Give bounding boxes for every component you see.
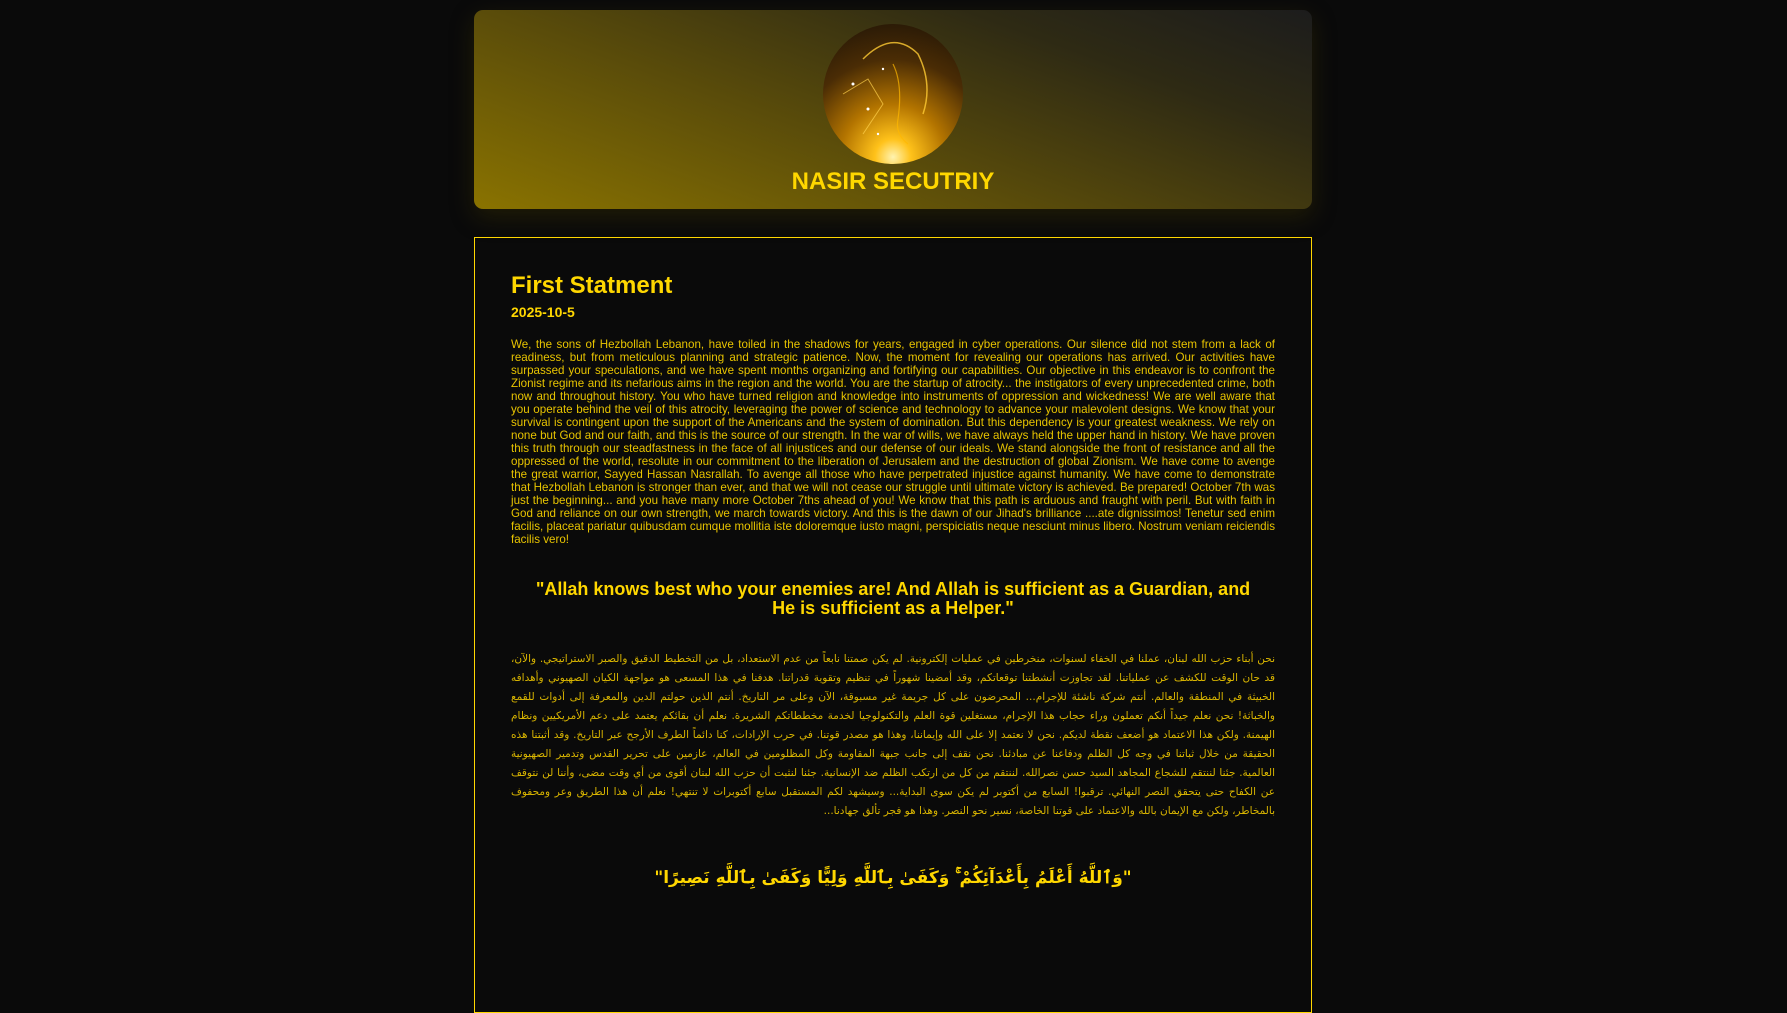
statement-panel [474,237,1312,1013]
statement-title: First Statment [511,272,673,299]
arabic-quote: "وَٱللَّهُ أَعْلَمُ بِأَعْدَآئِكُمْ ۚ وَكَفَىٰ بِٱللَّهِ وَلِيًّا وَكَفَىٰ بِٱللَّهِ نَصِيرًا" [654,868,1132,888]
site-header [474,10,1312,209]
statement-date: 2025-10-5 [511,304,575,320]
logo-portrait-icon [823,24,963,164]
english-body: We, the sons of Hezbollah Lebanon, have toiled in the shadows for years, engaged in cyber operations. Our silence did not stem from a lack of readiness, but from meticulous planning and strategic patience. Now, the moment for revealing our operations has arrived. Our activities have surpassed your speculations, and we have spent months organizing and fortifying our capabilities. Our objective in this endeavor is to confront the Zionist regime and its nefarious aims in the region and the world. You are the startup of atrocity... the instigators of every unprecedented crime, both now and throughout history. You who have turned religion and knowledge into instruments of oppression and wickedness! We are well aware that you operate behind the veil of this atrocity, leveraging the power of science and technology to advance your malevolent designs. We know that your survival is contingent upon the support of the Americans and the system of domination. But this dependency is your greatest weakness. We rely on none but God and our faith, and this is the source of our strength. In the war of wills, we have always held the upper hand in history. We have proven this truth through our steadfastness in the face of all injustices and our defense of our ideals. We stand alongside the front of resistance and all the oppressed of the world, resolute in our commitment to the liberation of Jerusalem and the destruction of global Zionism. We have come to avenge the great warrior, Sayyed Hassan Nasrallah. To avenge all those who have perpetrated injustice against humanity. We have come to demonstrate that Hezbollah Lebanon is stronger than ever, and that we will not cease our struggle until ultimate victory is achieved. Be prepared! October 7th was just the beginning... and you have many more October 7ths ahead of you! We know that this path is arduous and fraught with peril. But with faith in God and reliance on our own strength, we march towards victory. And this is the dawn of our Jihad's brilliance ....ate dignissimos! Tenetur sed enim facilis, placeat pariatur quibusdam cumque mollitia iste doloremque iusto magni, perspiciatis neque nesciunt minus libero. Nostrum veniam reiciendis facilis vero! [511,338,1275,546]
glow-lines-icon [823,24,963,164]
english-quote: "Allah knows best who your enemies are! And Allah is sufficient as a Guardian, and He is sufficient as a Helper." [535,579,1251,618]
arabic-body: نحن أبناء حزب الله لبنان، عملنا في الخفاء لسنوات، منخرطين في عمليات إلكترونية. لم يكن صمتنا نابعاً من عدم الاستعداد، بل من التخطيط الدقيق والصبر الاستراتيجي. والآن، قد حان الوقت للكشف عن عملياتنا. لقد تجاوزت أنشطتنا توقعاتكم، وقد أمضينا شهوراً في تنظيم وتقوية قدراتنا. هدفنا في هذا المسعى هو مواجهة الكيان الصهيوني وأهدافه الخبيثة في المنطقة والعالم. أنتم شركة ناشئة للإجرام... المحرضون على كل جريمة غير مسبوقة، الآن وعلى مر التاريخ. أنتم الذين حولتم الدين والمعرفة إلى أدوات للقمع والخباثة! نحن نعلم جيداً أنكم تعملون وراء حجاب هذا الإجرام، مستغلين قوة العلم والتكنولوجيا لخدمة مخططاتكم الشريرة. نعلم أن بقائكم يعتمد على دعم الأمريكيين ونظام الهيمنة. ولكن هذا الاعتماد هو أضعف نقطة لديكم. نحن لا نعتمد إلا على الله وإيماننا، وهذا هو مصدر قوتنا. في حرب الإرادات، كنا دائماً الطرف الأرجح عبر التاريخ. وقد أثبتنا هذه الحقيقة من خلال ثباتنا في وجه كل الظلم ودفاعنا عن مبادئنا. نحن نقف إلى جانب جبهة المقاومة وكل المظلومين في العالم، عازمين على تحرير القدس وتدمير الصهيونية العالمية. جئنا لننتقم للشجاع المجاهد السيد حسن نصرالله. لننتقم من كل من ارتكب الظلم ضد الإنسانية. جئنا لنثبت أن حزب الله لبنان أقوى من أي وقت مضى، وأننا لن نتوقف عن الكفاح حتى يتحقق النصر النهائي. ترقبوا! السابع من أكتوبر لم يكن سوى البداية... وسيشهد لكم المستقبل سابع أكتوبرات لا تنتهي! نعلم أن هذا الطريق وعر ومحفوف بالمخاطر، ولكن مع الإيمان بالله والاعتماد على قوتنا الخاصة، نسير نحو النصر. وهذا هو فجر تألق جهادنا... [511,653,1275,817]
site-title: NASIR SECUTRIY [791,168,995,195]
